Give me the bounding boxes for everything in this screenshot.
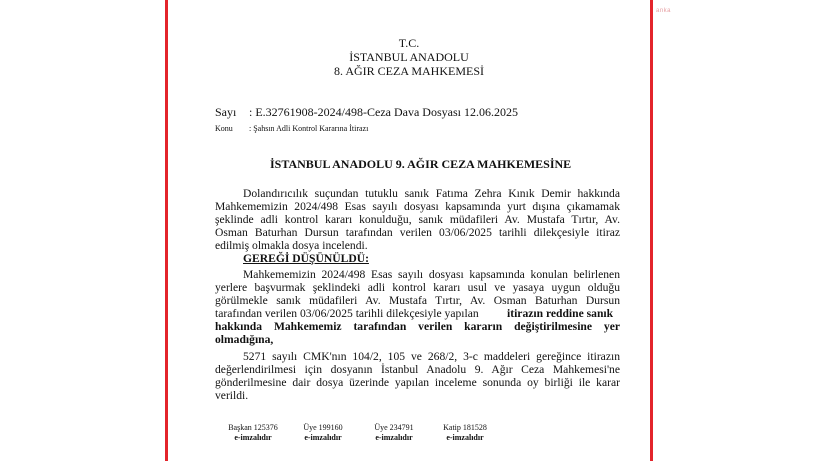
para2-bold-line: olmadığına,	[215, 333, 274, 346]
signature-status: e-imzalıdır	[446, 433, 484, 442]
signature-title: Katip 181528	[443, 423, 487, 432]
signature-status: e-imzalıdır	[375, 433, 413, 442]
signature-status: e-imzalıdır	[304, 433, 342, 442]
para1-line: Dolandırıcılık suçundan tutuklu sanık Fatıma Zehra Kınık Demir hakkında	[243, 187, 620, 200]
para1-line: Mahkememizin 2024/498 Esas sayılı dosyası kapsamında yurt dışına çıkamamak	[215, 200, 620, 213]
brand-logo: anka	[656, 8, 672, 14]
para1-line: Osman Baturhan Dursun tarafından verilen 03/06/2025 tarihli dilekçesiyle itiraz	[215, 226, 620, 239]
signature-title: Üye 234791	[374, 423, 414, 432]
para2-line: tarafından verilen 03/06/2025 tarihli dilekçesiyle yapılan	[215, 307, 479, 320]
signature-baskan	[218, 423, 288, 443]
para3-line: değerlendirilmesi için dosyanın İstanbul Anadolu 9. Ağır Ceza Mahkemesi'ne	[215, 363, 620, 376]
konu-value: : Şahsın Adli Kontrol Kararına İtirazı	[249, 124, 369, 133]
addressee: İSTANBUL ANADOLU 9. AĞIR CEZA MAHKEMESİNE	[270, 157, 572, 171]
para3-line: gönderilmesine dair dosya üzerinde yapılan inceleme sonunda oy birliği ile karar	[215, 376, 620, 389]
sayi-label: Sayı	[215, 105, 237, 119]
para2-line: görülmekle sanık müdafileri Av. Mustafa Tırtır, Av. Osman Baturhan Dursun	[215, 294, 620, 307]
para1-line: şeklinde adli kontrol kararı konulduğu, sanık müdafileri Av. Mustafa Tırtır, Av.	[215, 213, 620, 226]
sayi-value: : E.32761908-2024/498-Ceza Dava Dosyası 12.06.2025	[249, 105, 518, 119]
signature-uye-1	[288, 423, 358, 443]
signature-title: Başkan 125376	[228, 423, 278, 432]
signature-uye-2	[359, 423, 429, 443]
header-tc: T.C.	[398, 36, 420, 50]
para1-line: edilmiş olmakla dosya incelendi.	[215, 239, 368, 252]
signature-katip	[430, 423, 500, 443]
para2-bold-line: hakkında Mahkememiz tarafından verilen kararın değiştirilmesine yer	[215, 320, 620, 333]
para2-line: Mahkememizin 2024/498 Esas sayılı dosyası kapsamında konulan belirlenen	[243, 268, 620, 281]
para3-line: verildi.	[215, 389, 249, 402]
header-court-city: İSTANBUL ANADOLU	[349, 50, 469, 64]
header-court-name: 8. AĞIR CEZA MAHKEMESİ	[333, 64, 484, 78]
para2-bold-tail: itirazın reddine sanık	[507, 307, 614, 320]
para2-line: yerlere başvurmak şeklindeki adli kontrol kararı usul ve yasaya uygun olduğu	[215, 281, 620, 294]
para3-line: 5271 sayılı CMK'nın 104/2, 105 ve 268/2, 3-c maddeleri gereğince itirazın	[243, 350, 620, 363]
signature-status: e-imzalıdır	[234, 433, 272, 442]
section-heading: GEREĞİ DÜŞÜNÜLDÜ:	[243, 252, 369, 265]
signature-title: Üye 199160	[303, 423, 343, 432]
konu-label: Konu	[215, 124, 233, 133]
